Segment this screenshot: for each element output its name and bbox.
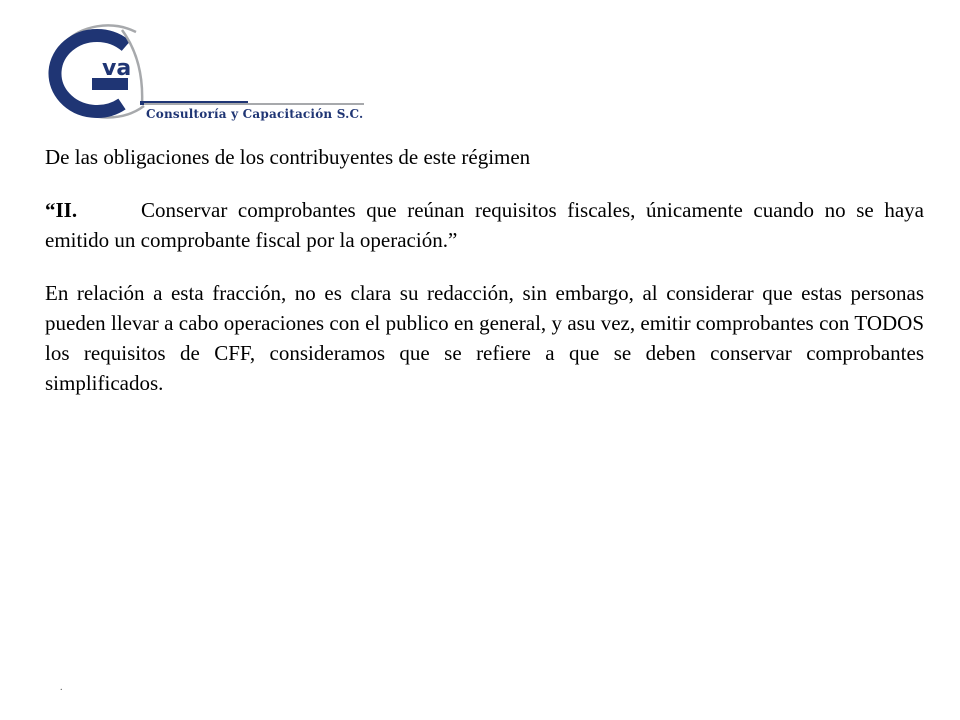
slide-heading: De las obligaciones de los contribuyentes de este régimen <box>45 145 531 169</box>
fraction-text: Conservar comprobantes que reúnan requisitos fiscales, únicamente cuando no se haya emitido un comprobante fiscal por la operación.” <box>45 198 924 252</box>
logo-letters: va <box>102 56 132 81</box>
company-logo <box>26 20 371 132</box>
fraction-number: “II. <box>45 198 78 222</box>
footer-mark: . <box>60 682 63 693</box>
logo-company-name: Consultoría y Capacitación S.C. <box>146 107 364 121</box>
quoted-fraction <box>45 195 924 255</box>
commentary-paragraph: En relación a esta fracción, no es clara su redacción, sin embargo, al considerar que estas personas pueden llevar a cabo operaciones con el publico en general, y asu vez, emitir comprobantes con TODOS los requisitos de CFF, consideramos que se refiere a que se deben conservar comprobantes simplificados. <box>45 281 924 395</box>
slide-content <box>45 142 924 398</box>
